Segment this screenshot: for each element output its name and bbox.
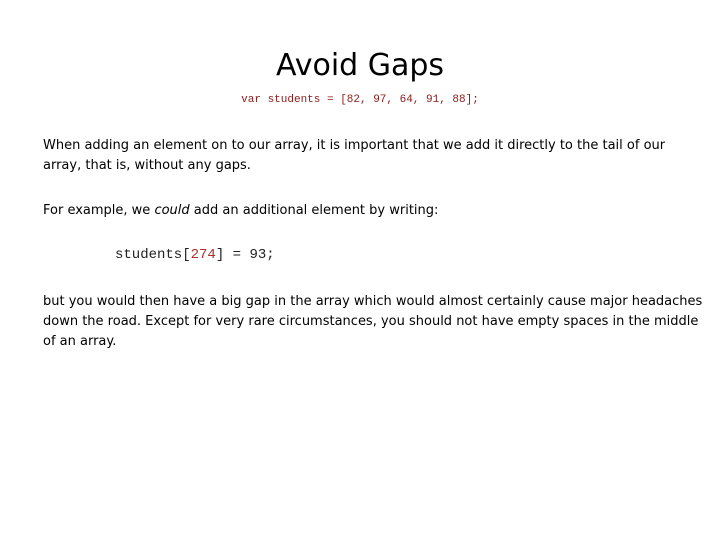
- paragraph-example-after: add an additional element by writing:: [189, 203, 439, 218]
- slide-title: Avoid Gaps: [275, 48, 445, 84]
- code-example-index: 274: [190, 247, 216, 263]
- paragraph-gaps-intro: When adding an element on to our array, it is important that we add it directly to the tail of our array, that is, without any gaps.: [43, 138, 666, 173]
- paragraph-example-before: For example, we: [43, 203, 155, 218]
- paragraph-gap-warning: but you would then have a big gap in the array which would almost certainly cause major headaches down the road. Except for very rare circumstances, you should not have empty spaces in the middle of an array.: [43, 294, 703, 349]
- code-example: [115, 245, 275, 265]
- paragraph-example-emphasis: could: [154, 203, 190, 218]
- code-example-after: ] = 93;: [215, 247, 275, 263]
- paragraph-example: [43, 201, 703, 221]
- code-example-before: students[: [115, 247, 191, 263]
- code-line-array-declaration: var students = [82, 97, 64, 91, 88];: [241, 94, 479, 106]
